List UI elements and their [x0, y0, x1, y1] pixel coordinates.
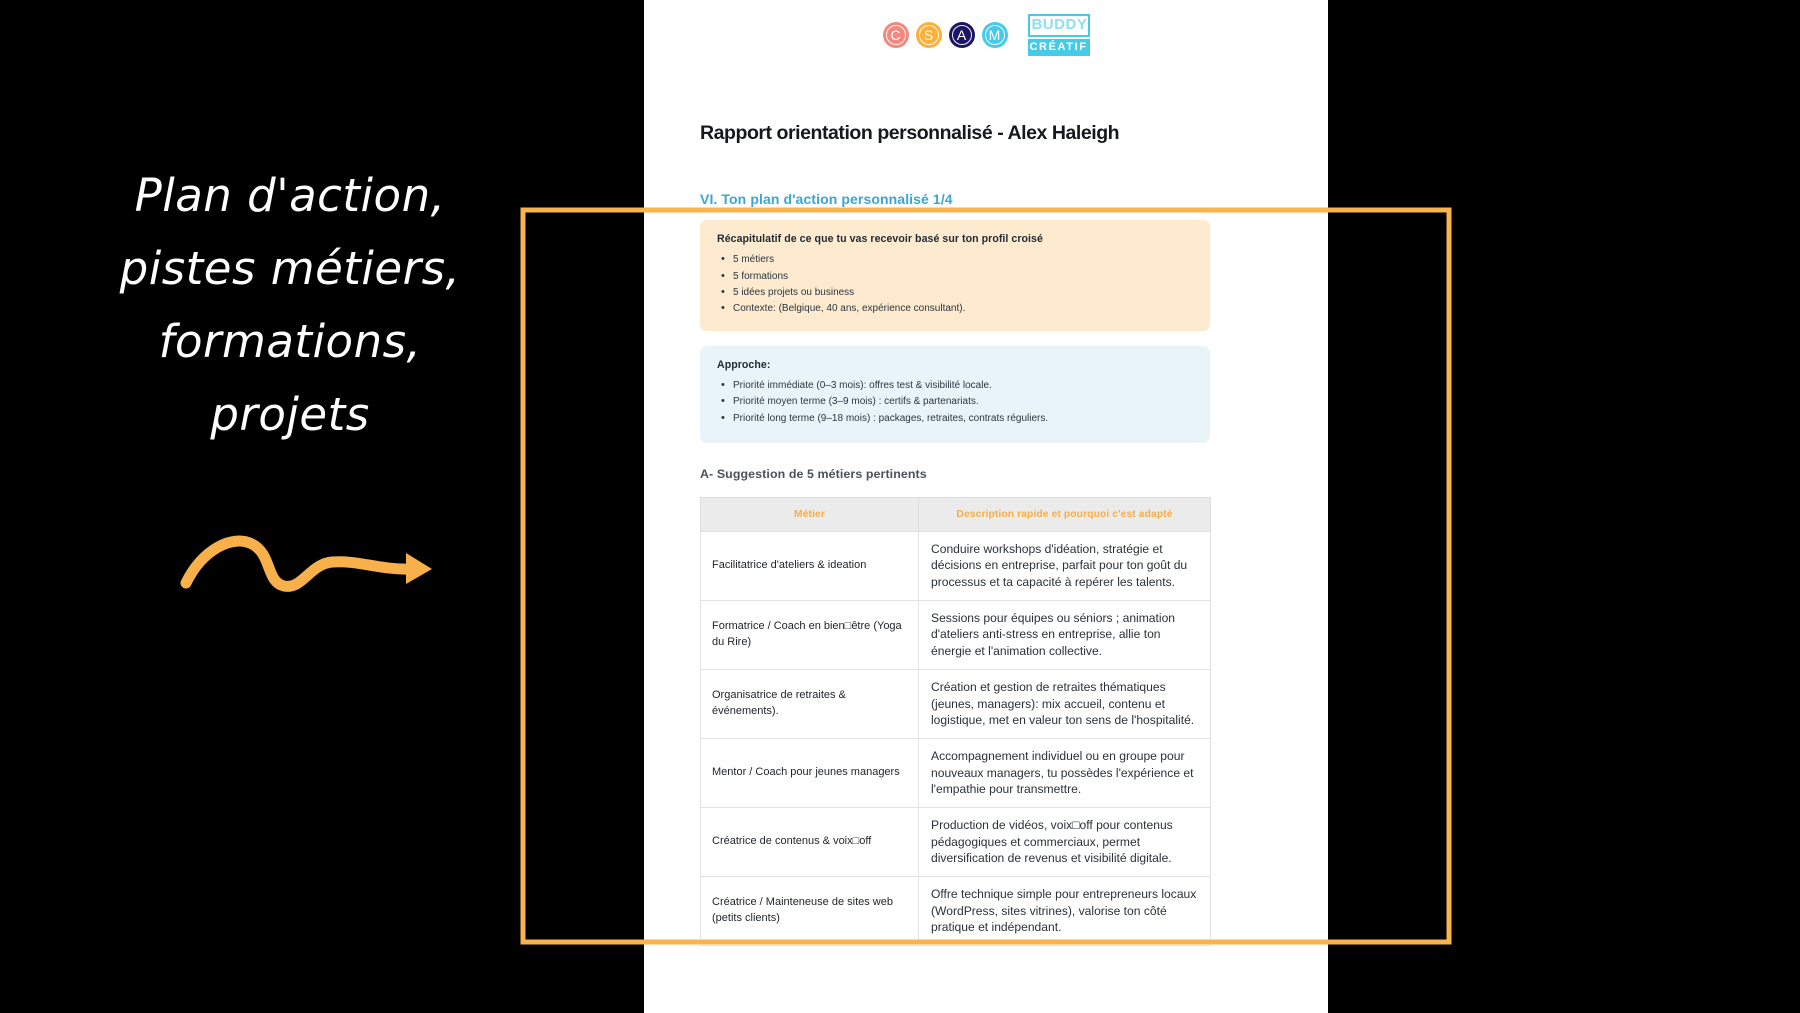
- buddy-logo-top-text: BUDDY: [1028, 14, 1090, 37]
- approche-callout: [700, 346, 1210, 443]
- brand-dot-a-letter: A: [952, 25, 972, 45]
- list-item: • 5 métiers: [717, 252, 1193, 268]
- buddy-creatif-logo: [1028, 14, 1090, 56]
- brand-dot-c-letter: C: [886, 25, 906, 45]
- table-cell-metier: Formatrice / Coach en bien□être (Yoga du Rire): [701, 600, 919, 669]
- table-cell-metier: Créatrice / Mainteneuse de sites web (petits clients): [701, 877, 919, 946]
- buddy-logo-bottom-text: CRÉATIF: [1028, 39, 1090, 57]
- list-item: • 5 formations: [717, 269, 1193, 285]
- table-row: [701, 531, 1211, 600]
- table-cell-metier: Facilitatrice d'ateliers & ideation: [701, 531, 919, 600]
- brand-dot-m: [982, 22, 1008, 48]
- recap-callout: [700, 220, 1210, 331]
- wavy-arrow-path: [186, 541, 410, 586]
- list-item: • 5 idées projets ou business: [717, 285, 1193, 301]
- list-item: • Contexte: (Belgique, 40 ans, expérience consultant).: [717, 301, 1193, 317]
- table-header-description: Description rapide et pourquoi c'est adapté: [919, 497, 1211, 531]
- approche-callout-title: Approche:: [717, 359, 771, 372]
- overlay-headline-line-1: Plan d'action,: [134, 169, 446, 222]
- list-item: • Priorité long terme (9–18 mois) : packages, retraites, contrats réguliers.: [717, 411, 1193, 427]
- table-cell-description: Production de vidéos, voix□off pour contenus pédagogiques et commerciaux, permet diversification de revenus et visibilité digitale.: [919, 807, 1211, 876]
- approche-callout-list: [717, 378, 1193, 427]
- brand-dot-s: [916, 22, 942, 48]
- overlay-headline-line-2: pistes métiers,: [119, 241, 461, 295]
- overlay-headline-line-4: projets: [210, 387, 370, 441]
- table-row: [701, 738, 1211, 807]
- table-row: [701, 807, 1211, 876]
- jobs-table-body: [701, 531, 1211, 945]
- overlay-headline: [60, 160, 520, 452]
- list-item: • Priorité moyen terme (3–9 mois) : certifs & partenariats.: [717, 394, 1193, 410]
- jobs-table: [700, 497, 1211, 946]
- document-page: [644, 0, 1328, 1013]
- jobs-section-heading: A- Suggestion de 5 métiers pertinents: [700, 466, 927, 481]
- table-cell-metier: Créatrice de contenus & voix□off: [701, 807, 919, 876]
- table-cell-description: Conduire workshops d'idéation, stratégie et décisions en entreprise, parfait pour ton goût du processus et ta capacité à repérer les talents.: [919, 531, 1211, 600]
- brand-logo-row: [644, 14, 1328, 56]
- wavy-arrow-head: [406, 553, 432, 584]
- table-cell-metier: Mentor / Coach pour jeunes managers: [701, 738, 919, 807]
- table-cell-description: Offre technique simple pour entrepreneurs locaux (WordPress, sites vitrines), valorise ton côté pratique et indépendant.: [919, 877, 1211, 946]
- table-row: [701, 669, 1211, 738]
- jobs-table-head: [701, 497, 1211, 531]
- report-title: Rapport orientation personnalisé - Alex Haleigh: [700, 122, 1120, 145]
- section-heading: VI. Ton plan d'action personnalisé 1/4: [700, 191, 953, 208]
- brand-dot-a: [949, 22, 975, 48]
- overlay-headline-line-3: formations,: [158, 314, 422, 368]
- table-header-row: [701, 497, 1211, 531]
- table-cell-description: Sessions pour équipes ou séniors ; animation d'ateliers anti-stress en entreprise, allie ton énergie et l'animation collective.: [919, 600, 1211, 669]
- brand-dot-s-letter: S: [919, 25, 939, 45]
- table-row: [701, 600, 1211, 669]
- table-cell-description: Accompagnement individuel ou en groupe pour nouveaux managers, tu possèdes l'expérience et l'empathie pour transmettre.: [919, 738, 1211, 807]
- table-cell-description: Création et gestion de retraites thématiques (jeunes, managers): mix accueil, contenu et logistique, met en valeur ton sens de l'hospitalité.: [919, 669, 1211, 738]
- recap-callout-list: [717, 252, 1193, 317]
- table-row: [701, 877, 1211, 946]
- table-header-metier: Métier: [701, 497, 919, 531]
- table-cell-metier: Organisatrice de retraites & événements).: [701, 669, 919, 738]
- brand-dot-c: [883, 22, 909, 48]
- list-item: • Priorité immédiate (0–3 mois): offres test & visibilité locale.: [717, 378, 1193, 394]
- brand-dot-m-letter: M: [985, 25, 1005, 45]
- recap-callout-title: Récapitulatif de ce que tu vas recevoir basé sur ton profil croisé: [717, 233, 1043, 246]
- wavy-arrow-right-icon: [180, 520, 450, 610]
